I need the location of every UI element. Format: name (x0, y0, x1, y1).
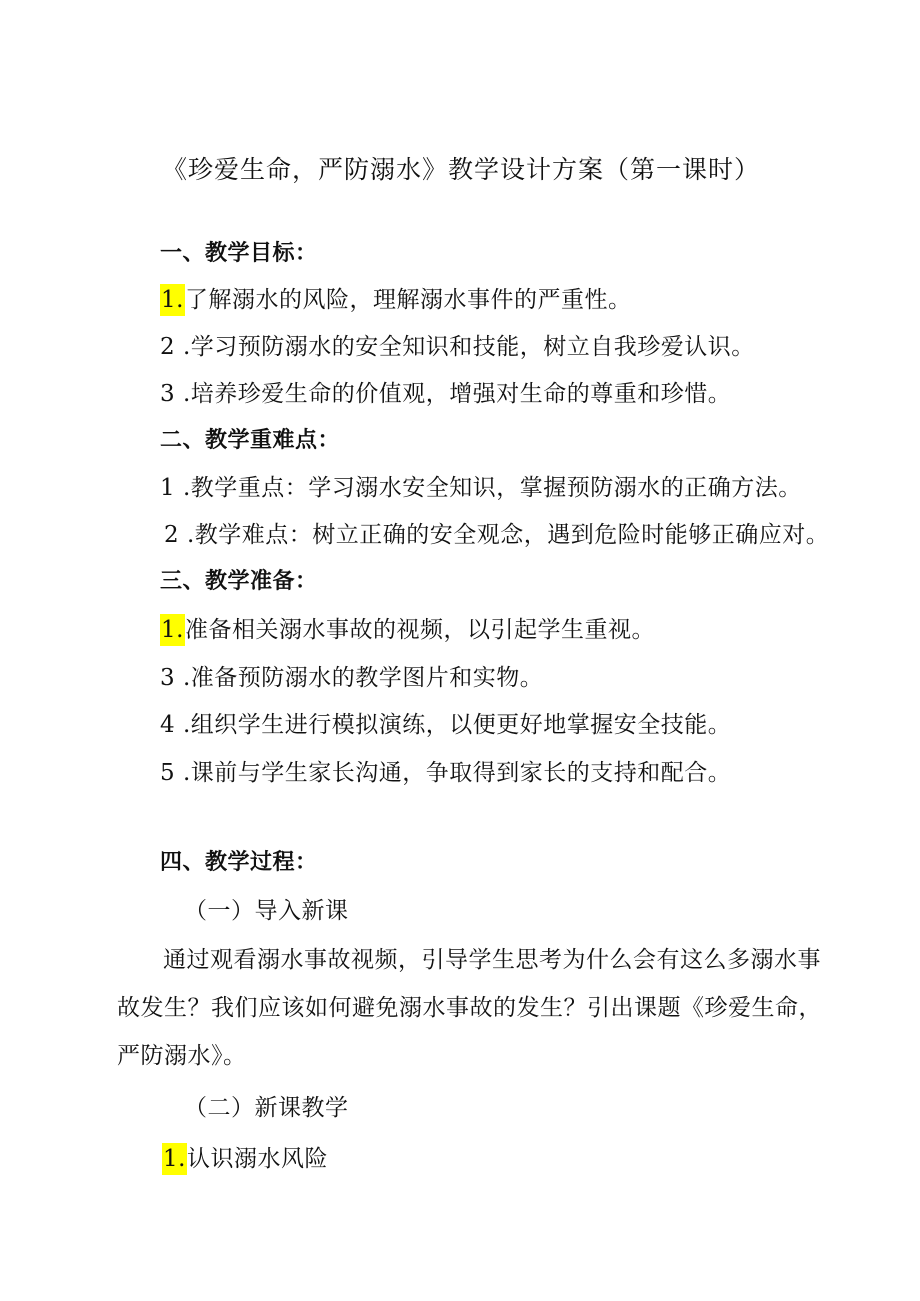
list-item (160, 757, 731, 789)
highlighted-number: 1. (162, 1143, 187, 1175)
list-item (164, 519, 829, 551)
list-item-number: 3 . (160, 665, 191, 691)
list-item (160, 614, 655, 646)
section-heading-process: 四、教学过程： (160, 850, 318, 875)
list-item (162, 1143, 328, 1175)
section-heading-key-points: 二、教学重难点： (160, 428, 341, 453)
list-item-text: 学习预防溺水的安全知识和技能，树立自我珍爱认识。 (190, 334, 755, 360)
section-heading-preparation: 三、教学准备： (160, 569, 318, 594)
list-item-text: 了解溺水的风险，理解溺水事件的严重性。 (184, 287, 632, 313)
highlighted-number: 1. (160, 614, 185, 646)
list-item-number: 2 . (164, 522, 195, 548)
list-item (160, 331, 755, 363)
list-item-number: 3 . (160, 381, 191, 407)
list-item-number: 4 . (160, 712, 191, 738)
subsection-heading: （一）导入新课 (184, 898, 349, 924)
list-item-text: 培养珍爱生命的价值观，增强对生命的尊重和珍惜。 (190, 381, 732, 407)
list-item (160, 662, 543, 694)
list-item (160, 472, 802, 504)
body-paragraph: 通过观看溺水事故视频，引导学生思考为什么会有这么多溺水事故发生？我们应该如何避免溺水事故的发生？引出课题《珍爱生命，严防溺水》。 (117, 947, 822, 1069)
section-heading-objectives: 一、教学目标： (160, 241, 318, 266)
list-item-text: 准备预防溺水的教学图片和实物。 (190, 665, 544, 691)
list-item-number: 2 . (160, 334, 191, 360)
list-item-text: 课前与学生家长沟通，争取得到家长的支持和配合。 (190, 760, 732, 786)
highlighted-number: 1. (160, 284, 185, 316)
list-item-text: 教学重点：学习溺水安全知识，掌握预防溺水的正确方法。 (190, 475, 802, 501)
list-item-number: 1 . (160, 475, 191, 501)
list-item-text: 组织学生进行模拟演练，以便更好地掌握安全技能。 (190, 712, 732, 738)
list-item-text: 准备相关溺水事故的视频，以引起学生重视。 (184, 617, 655, 643)
list-item (160, 378, 731, 410)
subsection-heading: （二）新课教学 (184, 1095, 349, 1121)
list-item-text: 教学难点：树立正确的安全观念，遇到危险时能够正确应对。 (194, 522, 830, 548)
list-item-text: 认识溺水风险 (186, 1146, 328, 1172)
list-item (160, 284, 631, 316)
list-item (160, 709, 731, 741)
document-title: 《珍爱生命，严防溺水》教学设计方案（第一课时） (162, 155, 761, 184)
list-item-number: 5 . (160, 760, 191, 786)
